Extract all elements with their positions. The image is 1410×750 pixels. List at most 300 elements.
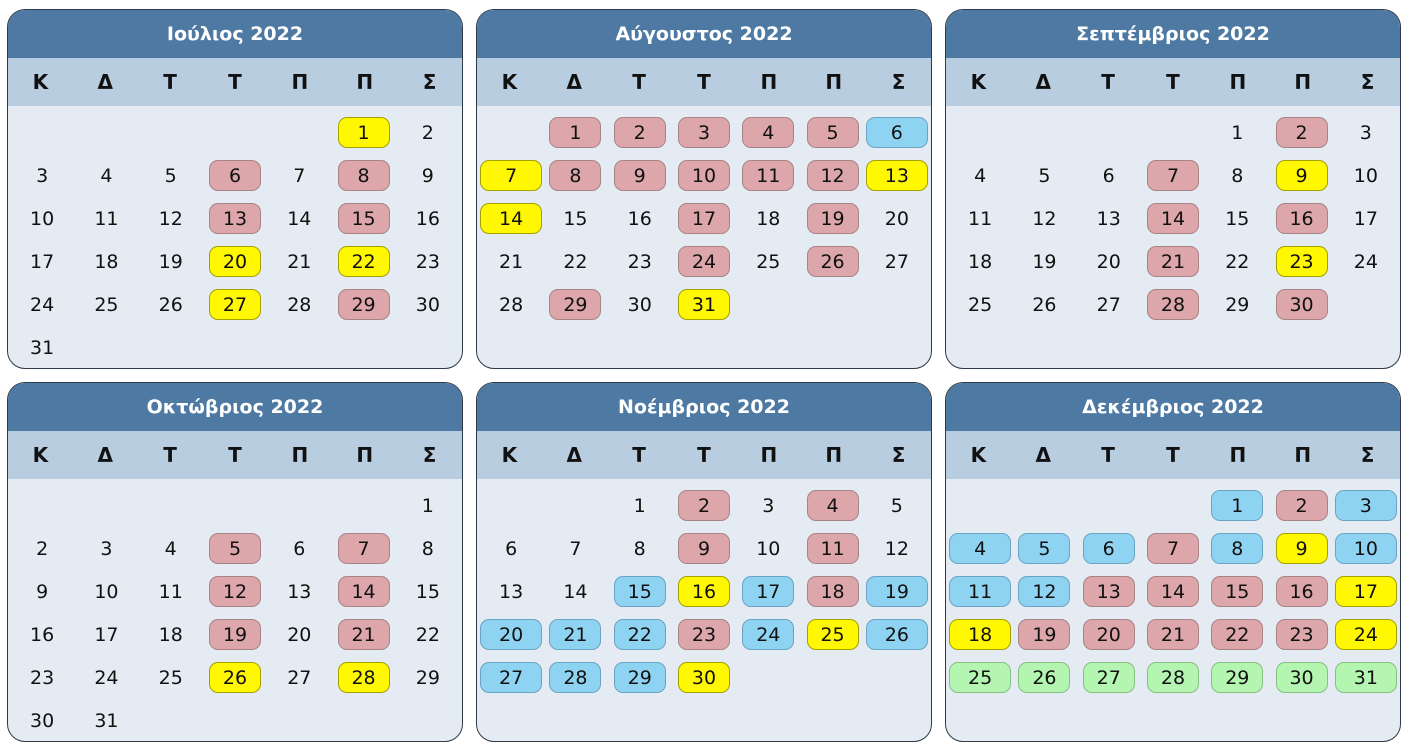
day-cell[interactable] <box>267 197 331 240</box>
day-number: 27 <box>884 250 909 273</box>
day-cell[interactable] <box>396 240 460 283</box>
day-grid <box>8 479 462 742</box>
day-number: 4 <box>949 533 1011 564</box>
highlighted-day[interactable] <box>1141 197 1205 240</box>
highlighted-day[interactable] <box>1269 283 1333 326</box>
day-number: 28 <box>338 662 390 693</box>
highlighted-day[interactable] <box>948 527 1012 570</box>
day-cell[interactable] <box>1334 240 1398 283</box>
day-number: 18 <box>949 619 1011 650</box>
highlighted-day[interactable] <box>479 656 543 699</box>
day-cell[interactable] <box>1077 240 1141 283</box>
day-cell[interactable] <box>1205 197 1269 240</box>
day-cell[interactable] <box>74 613 138 656</box>
highlighted-day[interactable] <box>800 527 864 570</box>
highlighted-day[interactable] <box>1012 613 1076 656</box>
highlighted-day[interactable] <box>543 613 607 656</box>
day-cell[interactable] <box>543 570 607 613</box>
highlighted-day[interactable] <box>1141 240 1205 283</box>
day-number: 22 <box>614 619 666 650</box>
highlighted-day[interactable] <box>203 283 267 326</box>
day-number: 31 <box>678 289 730 320</box>
empty-cell <box>1141 484 1205 527</box>
day-cell[interactable] <box>1077 154 1141 197</box>
day-cell[interactable] <box>74 240 138 283</box>
highlighted-day[interactable] <box>203 527 267 570</box>
highlighted-day[interactable] <box>1141 283 1205 326</box>
highlighted-day[interactable] <box>203 197 267 240</box>
highlighted-day[interactable] <box>479 197 543 240</box>
day-number: 6 <box>1083 533 1135 564</box>
highlighted-day[interactable] <box>331 656 395 699</box>
day-number: 12 <box>807 160 859 191</box>
weekday-label: Π <box>1294 443 1312 467</box>
highlighted-day[interactable] <box>1141 154 1205 197</box>
day-cell[interactable] <box>479 240 543 283</box>
highlighted-day[interactable] <box>672 240 736 283</box>
empty-cell <box>74 484 138 527</box>
highlighted-day[interactable] <box>1141 656 1205 699</box>
day-number: 6 <box>293 537 306 560</box>
day-cell[interactable] <box>1077 283 1141 326</box>
day-cell[interactable] <box>10 154 74 197</box>
day-cell[interactable] <box>1012 197 1076 240</box>
day-number: 16 <box>1276 203 1328 234</box>
day-number: 12 <box>884 537 909 560</box>
day-number: 31 <box>30 336 55 359</box>
weekday-header <box>477 431 931 479</box>
highlighted-day[interactable] <box>672 154 736 197</box>
highlighted-day[interactable] <box>736 154 800 197</box>
day-cell[interactable] <box>865 197 929 240</box>
highlighted-day[interactable] <box>479 613 543 656</box>
day-cell[interactable] <box>948 240 1012 283</box>
day-number: 3 <box>36 164 49 187</box>
highlighted-day[interactable] <box>1141 613 1205 656</box>
day-number: 21 <box>1147 246 1199 277</box>
day-cell[interactable] <box>479 283 543 326</box>
highlighted-day[interactable] <box>1205 613 1269 656</box>
highlighted-day[interactable] <box>672 656 736 699</box>
highlighted-day[interactable] <box>479 154 543 197</box>
day-cell[interactable] <box>1205 154 1269 197</box>
day-number: 30 <box>678 662 730 693</box>
day-grid <box>477 106 931 326</box>
day-cell[interactable] <box>1012 154 1076 197</box>
day-number: 5 <box>890 494 903 517</box>
highlighted-day[interactable] <box>1141 570 1205 613</box>
day-cell[interactable] <box>1334 154 1398 197</box>
day-number: 15 <box>1225 207 1250 230</box>
day-number: 14 <box>563 580 588 603</box>
day-cell[interactable] <box>1205 111 1269 154</box>
highlighted-day[interactable] <box>1334 570 1398 613</box>
day-cell[interactable] <box>396 154 460 197</box>
day-number: 29 <box>338 289 390 320</box>
highlighted-day[interactable] <box>608 154 672 197</box>
day-number: 5 <box>1038 164 1051 187</box>
weekday-label: Τ <box>632 70 646 94</box>
day-number: 24 <box>678 246 730 277</box>
day-cell[interactable] <box>10 197 74 240</box>
day-number: 24 <box>742 619 794 650</box>
day-cell[interactable] <box>543 240 607 283</box>
day-number: 23 <box>1276 246 1328 277</box>
day-cell[interactable] <box>267 240 331 283</box>
highlighted-day[interactable] <box>1077 527 1141 570</box>
day-cell[interactable] <box>139 570 203 613</box>
day-number: 1 <box>633 494 646 517</box>
empty-cell <box>1141 111 1205 154</box>
day-grid <box>8 106 462 369</box>
day-number: 2 <box>1276 490 1328 521</box>
highlighted-day[interactable] <box>865 613 929 656</box>
day-number: 28 <box>1147 289 1199 320</box>
day-number: 18 <box>756 207 781 230</box>
day-cell[interactable] <box>267 154 331 197</box>
day-cell[interactable] <box>948 283 1012 326</box>
highlighted-day[interactable] <box>672 527 736 570</box>
weekday-label: Κ <box>501 443 518 467</box>
day-number: 18 <box>807 576 859 607</box>
day-cell[interactable] <box>10 326 74 369</box>
day-number: 23 <box>627 250 652 273</box>
weekday-label: Κ <box>970 443 987 467</box>
day-cell[interactable] <box>10 527 74 570</box>
day-cell[interactable] <box>139 527 203 570</box>
highlighted-day[interactable] <box>1012 570 1076 613</box>
day-cell[interactable] <box>74 154 138 197</box>
day-cell[interactable] <box>74 656 138 699</box>
day-number: 12 <box>158 207 183 230</box>
highlighted-day[interactable] <box>865 111 929 154</box>
highlighted-day[interactable] <box>203 240 267 283</box>
highlighted-day[interactable] <box>203 154 267 197</box>
highlighted-day[interactable] <box>1269 197 1333 240</box>
day-cell[interactable] <box>948 154 1012 197</box>
month-title: Ιούλιος 2022 <box>8 10 462 58</box>
day-number: 28 <box>549 662 601 693</box>
day-number: 13 <box>209 203 261 234</box>
weekday-label: Κ <box>32 70 49 94</box>
weekday-label: Τ <box>1166 70 1180 94</box>
day-number: 30 <box>1276 289 1328 320</box>
day-cell[interactable] <box>1205 283 1269 326</box>
day-cell[interactable] <box>543 197 607 240</box>
highlighted-day[interactable] <box>1269 240 1333 283</box>
highlighted-day[interactable] <box>543 283 607 326</box>
day-cell[interactable] <box>479 570 543 613</box>
day-cell[interactable] <box>74 570 138 613</box>
day-number: 17 <box>1353 207 1378 230</box>
day-number: 14 <box>1147 203 1199 234</box>
day-number: 31 <box>1335 662 1397 693</box>
highlighted-day[interactable] <box>1334 656 1398 699</box>
day-cell[interactable] <box>267 613 331 656</box>
weekday-label: Π <box>760 70 778 94</box>
day-cell[interactable] <box>267 283 331 326</box>
highlighted-day[interactable] <box>800 154 864 197</box>
highlighted-day[interactable] <box>203 656 267 699</box>
day-number: 27 <box>209 289 261 320</box>
highlighted-day[interactable] <box>1077 613 1141 656</box>
day-cell[interactable] <box>736 484 800 527</box>
day-cell[interactable] <box>608 240 672 283</box>
month-title: Σεπτέμβριος 2022 <box>946 10 1400 58</box>
day-cell[interactable] <box>1012 240 1076 283</box>
highlighted-day[interactable] <box>608 656 672 699</box>
highlighted-day[interactable] <box>1012 656 1076 699</box>
day-number: 18 <box>968 250 993 273</box>
day-number: 24 <box>94 666 119 689</box>
weekday-label: Τ <box>632 443 646 467</box>
highlighted-day[interactable] <box>672 570 736 613</box>
day-number: 10 <box>1335 533 1397 564</box>
day-number: 8 <box>1211 533 1263 564</box>
day-cell[interactable] <box>736 240 800 283</box>
day-number: 11 <box>94 207 119 230</box>
highlighted-day[interactable] <box>800 613 864 656</box>
weekday-label: Τ <box>697 443 711 467</box>
day-number: 11 <box>742 160 794 191</box>
day-cell[interactable] <box>139 283 203 326</box>
weekday-label: Τ <box>228 70 242 94</box>
day-number: 26 <box>209 662 261 693</box>
highlighted-day[interactable] <box>865 570 929 613</box>
weekday-label: Π <box>1229 443 1247 467</box>
weekday-label: Σ <box>891 70 906 94</box>
day-cell[interactable] <box>139 240 203 283</box>
weekday-label: Κ <box>970 70 987 94</box>
day-number: 21 <box>1147 619 1199 650</box>
weekday-header <box>477 58 931 106</box>
highlighted-day[interactable] <box>331 197 395 240</box>
weekday-label: Σ <box>1360 70 1375 94</box>
day-cell[interactable] <box>543 527 607 570</box>
day-cell[interactable] <box>139 613 203 656</box>
highlighted-day[interactable] <box>331 613 395 656</box>
day-number: 6 <box>505 537 518 560</box>
day-number: 14 <box>287 207 312 230</box>
highlighted-day[interactable] <box>331 154 395 197</box>
day-number: 11 <box>807 533 859 564</box>
highlighted-day[interactable] <box>1334 527 1398 570</box>
day-number: 9 <box>421 164 434 187</box>
empty-cell <box>1077 111 1141 154</box>
highlighted-day[interactable] <box>672 283 736 326</box>
day-cell[interactable] <box>74 699 138 742</box>
highlighted-day[interactable] <box>800 570 864 613</box>
highlighted-day[interactable] <box>672 484 736 527</box>
day-cell[interactable] <box>396 111 460 154</box>
highlighted-day[interactable] <box>948 570 1012 613</box>
day-cell[interactable] <box>139 656 203 699</box>
weekday-label: Σ <box>1360 443 1375 467</box>
highlighted-day[interactable] <box>1269 484 1333 527</box>
weekday-label: Σ <box>422 443 437 467</box>
highlighted-day[interactable] <box>736 613 800 656</box>
day-number: 1 <box>1211 490 1263 521</box>
weekday-label: Δ <box>566 70 583 94</box>
day-number: 25 <box>756 250 781 273</box>
day-cell[interactable] <box>1205 240 1269 283</box>
highlighted-day[interactable] <box>543 111 607 154</box>
weekday-label: Π <box>1229 70 1247 94</box>
month-title: Οκτώβριος 2022 <box>8 383 462 431</box>
weekday-header <box>946 431 1400 479</box>
day-cell[interactable] <box>10 699 74 742</box>
day-number: 19 <box>209 619 261 650</box>
highlighted-day[interactable] <box>672 613 736 656</box>
highlighted-day[interactable] <box>331 570 395 613</box>
day-number: 27 <box>480 662 542 693</box>
day-cell[interactable] <box>10 570 74 613</box>
highlighted-day[interactable] <box>203 570 267 613</box>
highlighted-day[interactable] <box>1334 613 1398 656</box>
day-cell[interactable] <box>74 527 138 570</box>
day-cell[interactable] <box>608 484 672 527</box>
day-cell[interactable] <box>139 154 203 197</box>
day-number: 11 <box>968 207 993 230</box>
highlighted-day[interactable] <box>1205 484 1269 527</box>
highlighted-day[interactable] <box>1077 656 1141 699</box>
day-cell[interactable] <box>865 484 929 527</box>
day-number: 24 <box>1353 250 1378 273</box>
highlighted-day[interactable] <box>1269 656 1333 699</box>
day-cell[interactable] <box>1334 111 1398 154</box>
highlighted-day[interactable] <box>608 111 672 154</box>
day-cell[interactable] <box>267 656 331 699</box>
day-number: 30 <box>415 293 440 316</box>
day-cell[interactable] <box>396 527 460 570</box>
day-number: 20 <box>1096 250 1121 273</box>
highlighted-day[interactable] <box>800 197 864 240</box>
day-cell[interactable] <box>948 197 1012 240</box>
day-number: 13 <box>866 160 928 191</box>
highlighted-day[interactable] <box>1269 613 1333 656</box>
day-cell[interactable] <box>74 283 138 326</box>
highlighted-day[interactable] <box>1269 570 1333 613</box>
highlighted-day[interactable] <box>1205 656 1269 699</box>
day-number: 20 <box>209 246 261 277</box>
highlighted-day[interactable] <box>1141 527 1205 570</box>
empty-cell <box>1077 484 1141 527</box>
empty-cell <box>267 484 331 527</box>
day-number: 20 <box>1083 619 1135 650</box>
day-number: 5 <box>807 117 859 148</box>
day-cell[interactable] <box>396 283 460 326</box>
highlighted-day[interactable] <box>203 613 267 656</box>
day-cell[interactable] <box>608 197 672 240</box>
day-cell[interactable] <box>479 527 543 570</box>
day-cell[interactable] <box>865 527 929 570</box>
empty-cell <box>139 111 203 154</box>
highlighted-day[interactable] <box>1334 484 1398 527</box>
day-cell[interactable] <box>74 197 138 240</box>
day-cell[interactable] <box>139 197 203 240</box>
weekday-label: Π <box>356 443 374 467</box>
highlighted-day[interactable] <box>1269 111 1333 154</box>
day-number: 28 <box>1147 662 1199 693</box>
day-cell[interactable] <box>267 527 331 570</box>
day-cell[interactable] <box>396 484 460 527</box>
day-cell[interactable] <box>1077 197 1141 240</box>
day-number: 9 <box>678 533 730 564</box>
day-number: 3 <box>100 537 113 560</box>
highlighted-day[interactable] <box>1269 527 1333 570</box>
weekday-header <box>946 58 1400 106</box>
day-cell[interactable] <box>396 197 460 240</box>
highlighted-day[interactable] <box>331 111 395 154</box>
highlighted-day[interactable] <box>948 656 1012 699</box>
day-number: 30 <box>627 293 652 316</box>
weekday-label: Κ <box>32 443 49 467</box>
day-cell[interactable] <box>1334 197 1398 240</box>
weekday-label: Τ <box>1101 70 1115 94</box>
highlighted-day[interactable] <box>1269 154 1333 197</box>
highlighted-day[interactable] <box>1077 570 1141 613</box>
day-cell[interactable] <box>736 527 800 570</box>
highlighted-day[interactable] <box>331 240 395 283</box>
day-number: 1 <box>421 494 434 517</box>
highlighted-day[interactable] <box>1012 527 1076 570</box>
day-grid <box>946 479 1400 699</box>
day-cell[interactable] <box>608 283 672 326</box>
highlighted-day[interactable] <box>331 283 395 326</box>
highlighted-day[interactable] <box>800 240 864 283</box>
day-cell[interactable] <box>865 240 929 283</box>
day-number: 22 <box>563 250 588 273</box>
weekday-label: Τ <box>228 443 242 467</box>
day-cell[interactable] <box>10 240 74 283</box>
day-number: 21 <box>549 619 601 650</box>
day-number: 3 <box>1335 490 1397 521</box>
day-cell[interactable] <box>10 613 74 656</box>
weekday-label: Δ <box>1035 443 1052 467</box>
highlighted-day[interactable] <box>736 570 800 613</box>
day-cell[interactable] <box>608 527 672 570</box>
highlighted-day[interactable] <box>331 527 395 570</box>
day-number: 7 <box>293 164 306 187</box>
day-number: 4 <box>807 490 859 521</box>
highlighted-day[interactable] <box>865 154 929 197</box>
day-cell[interactable] <box>10 656 74 699</box>
highlighted-day[interactable] <box>608 570 672 613</box>
day-cell[interactable] <box>396 656 460 699</box>
day-cell[interactable] <box>736 197 800 240</box>
weekday-header <box>8 431 462 479</box>
highlighted-day[interactable] <box>1205 527 1269 570</box>
day-number: 7 <box>1147 533 1199 564</box>
highlighted-day[interactable] <box>1205 570 1269 613</box>
highlighted-day[interactable] <box>672 111 736 154</box>
day-number: 15 <box>415 580 440 603</box>
day-cell[interactable] <box>267 570 331 613</box>
calendar-december <box>945 382 1401 742</box>
highlighted-day[interactable] <box>736 111 800 154</box>
highlighted-day[interactable] <box>608 613 672 656</box>
highlighted-day[interactable] <box>543 154 607 197</box>
highlighted-day[interactable] <box>543 656 607 699</box>
highlighted-day[interactable] <box>672 197 736 240</box>
highlighted-day[interactable] <box>800 111 864 154</box>
highlighted-day[interactable] <box>800 484 864 527</box>
day-cell[interactable] <box>10 283 74 326</box>
day-cell[interactable] <box>396 570 460 613</box>
highlighted-day[interactable] <box>948 613 1012 656</box>
day-cell[interactable] <box>1012 283 1076 326</box>
day-cell[interactable] <box>396 613 460 656</box>
